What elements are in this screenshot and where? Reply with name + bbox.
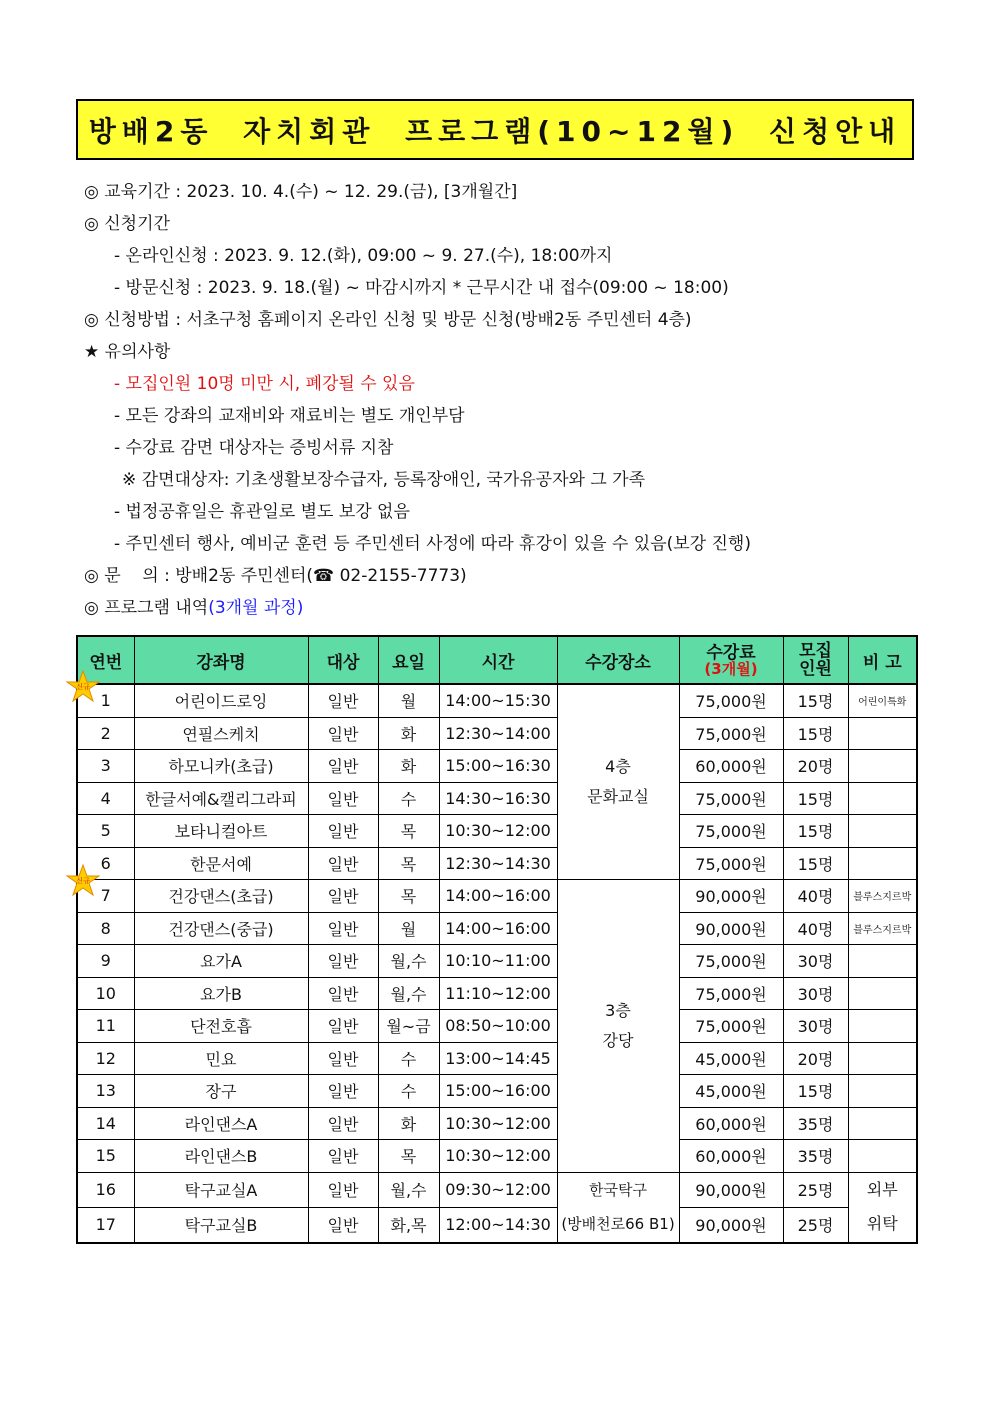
cell-day: 목 (378, 815, 439, 848)
cell-day: 수 (378, 782, 439, 815)
table-row (77, 1172, 917, 1207)
page-title-box (76, 99, 914, 160)
cell-time: 15:00~16:30 (439, 750, 557, 783)
new-star-icon (66, 864, 100, 898)
header-day: 요일 (378, 636, 439, 684)
cell-target: 일반 (308, 815, 378, 848)
cell-fee: 60,000원 (679, 1140, 783, 1173)
cell-note (848, 1075, 917, 1108)
cell-note (848, 782, 917, 815)
cell-capacity: 30명 (783, 977, 848, 1010)
table-header-row (77, 636, 917, 684)
cell-capacity: 40명 (783, 880, 848, 913)
cell-note (848, 1140, 917, 1173)
cell-no: 5 (77, 815, 134, 848)
cell-time: 10:30~12:00 (439, 1107, 557, 1140)
cell-fee: 60,000원 (679, 750, 783, 783)
cell-time: 10:30~12:00 (439, 815, 557, 848)
cell-time: 10:30~12:00 (439, 1140, 557, 1173)
cell-note: 블루스지르박 (848, 912, 917, 945)
note-holiday: - 법정공휴일은 휴관일로 별도 보강 없음 (114, 502, 410, 522)
header-fee (679, 636, 783, 684)
cell-capacity: 40명 (783, 912, 848, 945)
cell-name: 연필스케치 (134, 717, 308, 750)
cell-capacity: 15명 (783, 847, 848, 880)
cell-capacity: 25명 (783, 1172, 848, 1207)
table-row (77, 880, 917, 913)
cell-note (848, 847, 917, 880)
cell-name: 탁구교실A (134, 1172, 308, 1207)
cell-time: 09:30~12:00 (439, 1172, 557, 1207)
table-row (77, 912, 917, 945)
cell-no: 15 (77, 1140, 134, 1173)
cell-day: 월 (378, 912, 439, 945)
cell-fee: 75,000원 (679, 782, 783, 815)
cell-note (848, 1107, 917, 1140)
cell-note (848, 977, 917, 1010)
cell-no: 4 (77, 782, 134, 815)
cell-target: 일반 (308, 1010, 378, 1043)
program-heading-paren: (3개월 과정) (208, 598, 304, 618)
cell-note (848, 945, 917, 978)
cell-no: 9 (77, 945, 134, 978)
cell-time: 14:00~16:00 (439, 880, 557, 913)
cell-time: 11:10~12:00 (439, 977, 557, 1010)
table-row (77, 1042, 917, 1075)
cell-note (848, 750, 917, 783)
cell-no: 3 (77, 750, 134, 783)
cell-capacity: 15명 (783, 1075, 848, 1108)
cell-target: 일반 (308, 1172, 378, 1207)
cell-day: 화,목 (378, 1207, 439, 1243)
cell-fee: 75,000원 (679, 717, 783, 750)
header-fee-label: 수강료 (706, 642, 756, 663)
cell-note (848, 815, 917, 848)
table-row (77, 750, 917, 783)
apply-period-heading: ◎ 신청기간 (84, 214, 170, 234)
cell-day: 화 (378, 1107, 439, 1140)
note-fee-reduction: - 수강료 감면 대상자는 증빙서류 지참 (114, 438, 394, 458)
table-row (77, 684, 917, 717)
cell-no: 1 (77, 684, 134, 717)
cell-no: 14 (77, 1107, 134, 1140)
cell-no: 6 (77, 847, 134, 880)
table-row (77, 1207, 917, 1243)
cell-fee: 75,000원 (679, 684, 783, 717)
cell-capacity: 35명 (783, 1107, 848, 1140)
edu-period: ◎ 교육기간 : 2023. 10. 4.(수) ~ 12. 29.(금), [3개월간] (84, 182, 518, 202)
cell-day: 목 (378, 847, 439, 880)
cell-capacity: 30명 (783, 945, 848, 978)
table-row (77, 1140, 917, 1173)
cell-target: 일반 (308, 717, 378, 750)
contact: ◎ 문 의 : 방배2동 주민센터(☎ 02-2155-7773) (84, 566, 467, 586)
header-time: 시간 (439, 636, 557, 684)
cell-name: 라인댄스B (134, 1140, 308, 1173)
cell-target: 일반 (308, 847, 378, 880)
cell-name: 탁구교실B (134, 1207, 308, 1243)
cell-target: 일반 (308, 1140, 378, 1173)
cell-no: 17 (77, 1207, 134, 1243)
cell-day: 목 (378, 880, 439, 913)
header-capacity: 모집 인원 (783, 636, 848, 684)
cell-fee: 75,000원 (679, 815, 783, 848)
cell-fee: 45,000원 (679, 1075, 783, 1108)
cell-time: 15:00~16:00 (439, 1075, 557, 1108)
cell-place-pingpong: 한국탁구 (방배천로66 B1) (557, 1172, 679, 1243)
cell-place-floor3: 3층 강당 (557, 880, 679, 1173)
cell-fee: 90,000원 (679, 1172, 783, 1207)
cell-no: 7 (77, 880, 134, 913)
table-row (77, 977, 917, 1010)
info-section (84, 176, 924, 624)
cell-fee: 75,000원 (679, 977, 783, 1010)
header-no: 연번 (77, 636, 134, 684)
cell-fee: 90,000원 (679, 912, 783, 945)
cell-target: 일반 (308, 912, 378, 945)
cell-name: 요가B (134, 977, 308, 1010)
cell-target: 일반 (308, 1075, 378, 1108)
cell-no: 16 (77, 1172, 134, 1207)
table-row (77, 1107, 917, 1140)
cell-no: 13 (77, 1075, 134, 1108)
cell-fee: 75,000원 (679, 847, 783, 880)
table-row (77, 782, 917, 815)
cell-name: 단전호흡 (134, 1010, 308, 1043)
new-star-badge-text: 신규 (76, 877, 90, 885)
cell-day: 월~금 (378, 1010, 439, 1043)
cell-no: 10 (77, 977, 134, 1010)
cell-day: 목 (378, 1140, 439, 1173)
cell-no: 12 (77, 1042, 134, 1075)
cell-fee: 60,000원 (679, 1107, 783, 1140)
cell-capacity: 35명 (783, 1140, 848, 1173)
header-note: 비 고 (848, 636, 917, 684)
cell-day: 수 (378, 1042, 439, 1075)
cell-day: 화 (378, 750, 439, 783)
cell-name: 요가A (134, 945, 308, 978)
cell-target: 일반 (308, 945, 378, 978)
table-row (77, 717, 917, 750)
header-fee-sub: (3개월) (704, 659, 758, 678)
cell-time: 10:10~11:00 (439, 945, 557, 978)
cell-time: 12:30~14:30 (439, 847, 557, 880)
cell-no: 8 (77, 912, 134, 945)
cell-time: 14:00~15:30 (439, 684, 557, 717)
cell-name: 한문서예 (134, 847, 308, 880)
cell-capacity: 15명 (783, 782, 848, 815)
cell-target: 일반 (308, 782, 378, 815)
cell-capacity: 25명 (783, 1207, 848, 1243)
cell-name: 어린이드로잉 (134, 684, 308, 717)
cell-no: 11 (77, 1010, 134, 1043)
note-cancellation: - 주민센터 행사, 예비군 훈련 등 주민센터 사정에 따라 휴강이 있을 수 있음(보강 진행) (114, 534, 751, 554)
cell-day: 월,수 (378, 977, 439, 1010)
cell-name: 보타니컬아트 (134, 815, 308, 848)
cell-day: 수 (378, 1075, 439, 1108)
program-table (76, 635, 918, 1244)
cell-no: 2 (77, 717, 134, 750)
cell-note (848, 1042, 917, 1075)
cell-day: 월,수 (378, 945, 439, 978)
cell-time: 14:30~16:30 (439, 782, 557, 815)
table-row (77, 815, 917, 848)
cell-note-external: 외부 위탁 (848, 1172, 917, 1243)
cell-target: 일반 (308, 750, 378, 783)
cell-capacity: 20명 (783, 1042, 848, 1075)
header-place: 수강장소 (557, 636, 679, 684)
table-row (77, 1010, 917, 1043)
cell-time: 13:00~14:45 (439, 1042, 557, 1075)
cell-place-floor4: 4층 문화교실 (557, 684, 679, 880)
cell-note: 블루스지르박 (848, 880, 917, 913)
cell-fee: 75,000원 (679, 945, 783, 978)
online-apply: - 온라인신청 : 2023. 9. 12.(화), 09:00 ~ 9. 27.(수), 18:00까지 (114, 246, 613, 266)
cell-target: 일반 (308, 1107, 378, 1140)
note-min-enrollment: - 모집인원 10명 미만 시, 폐강될 수 있음 (114, 374, 415, 394)
cell-name: 하모니카(초급) (134, 750, 308, 783)
cell-capacity: 20명 (783, 750, 848, 783)
cell-time: 14:00~16:00 (439, 912, 557, 945)
header-name: 강좌명 (134, 636, 308, 684)
new-star-icon (66, 670, 100, 704)
cell-note (848, 717, 917, 750)
cell-name: 민요 (134, 1042, 308, 1075)
visit-apply: - 방문신청 : 2023. 9. 18.(월) ~ 마감시까지 * 근무시간 내 접수(09:00 ~ 18:00) (114, 278, 729, 298)
cell-day: 화 (378, 717, 439, 750)
cell-capacity: 30명 (783, 1010, 848, 1043)
cell-name: 건강댄스(초급) (134, 880, 308, 913)
cell-name: 한글서예&캘리그라피 (134, 782, 308, 815)
cell-capacity: 15명 (783, 684, 848, 717)
program-heading (84, 592, 924, 624)
cell-capacity: 15명 (783, 717, 848, 750)
note-material-cost: - 모든 강좌의 교재비와 재료비는 별도 개인부담 (114, 406, 465, 426)
cell-day: 월 (378, 684, 439, 717)
table-row (77, 945, 917, 978)
cell-time: 08:50~10:00 (439, 1010, 557, 1043)
apply-method: ◎ 신청방법 : 서초구청 홈페이지 온라인 신청 및 방문 신청(방배2동 주민센터 4층) (84, 310, 692, 330)
cell-name: 장구 (134, 1075, 308, 1108)
cell-target: 일반 (308, 1042, 378, 1075)
notes-heading: ★ 유의사항 (84, 342, 171, 362)
cell-note: 어린이특화 (848, 684, 917, 717)
cell-target: 일반 (308, 1207, 378, 1243)
cell-fee: 45,000원 (679, 1042, 783, 1075)
note-reduction-targets: ※ 감면대상자: 기초생활보장수급자, 등록장애인, 국가유공자와 그 가족 (122, 470, 646, 490)
header-target: 대상 (308, 636, 378, 684)
table-row (77, 847, 917, 880)
table-row (77, 1075, 917, 1108)
cell-name: 건강댄스(중급) (134, 912, 308, 945)
cell-fee: 90,000원 (679, 880, 783, 913)
cell-note (848, 1010, 917, 1043)
program-heading-text: ◎ 프로그램 내역 (84, 598, 209, 618)
cell-capacity: 15명 (783, 815, 848, 848)
cell-target: 일반 (308, 977, 378, 1010)
cell-day: 월,수 (378, 1172, 439, 1207)
new-star-badge-text: 신규 (76, 683, 90, 691)
cell-time: 12:00~14:30 (439, 1207, 557, 1243)
cell-time: 12:30~14:00 (439, 717, 557, 750)
cell-target: 일반 (308, 880, 378, 913)
cell-fee: 90,000원 (679, 1207, 783, 1243)
cell-name: 라인댄스A (134, 1107, 308, 1140)
cell-fee: 75,000원 (679, 1010, 783, 1043)
page-title: 방배2동 자치회관 프로그램(10~12월) 신청안내 (88, 114, 902, 148)
cell-target: 일반 (308, 684, 378, 717)
